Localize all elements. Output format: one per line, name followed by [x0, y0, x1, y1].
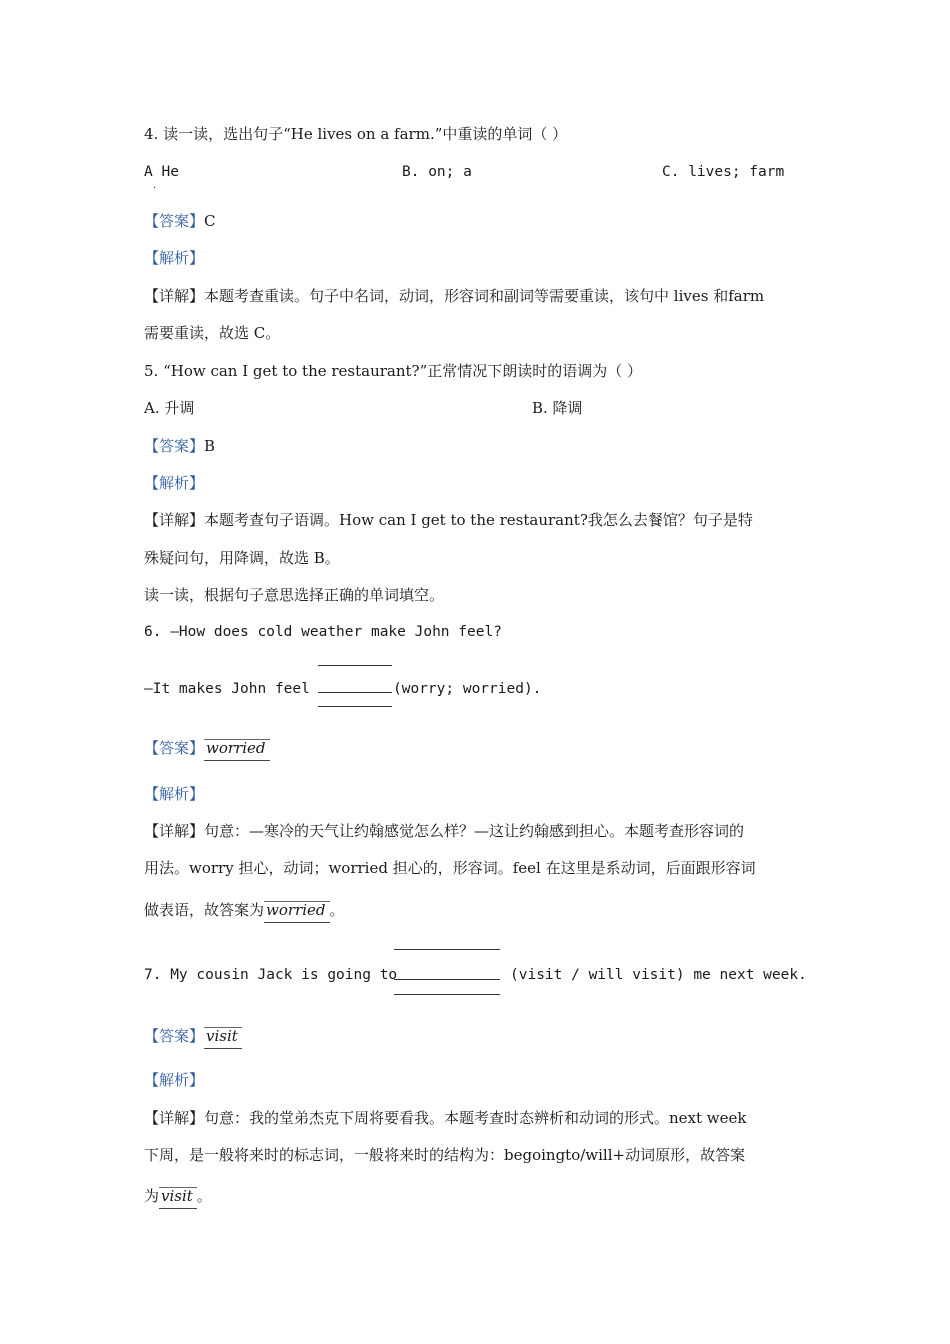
q5-stem: 5. “How can I get to the restaurant?”正常情况下朗读时的语调为（ ）	[144, 362, 643, 380]
detail-text: 句意：我的堂弟杰克下周将要看我。本题考查时态辨析和动词的形式。next week	[204, 1109, 747, 1127]
q7-stem-b: (visit / will visit) me next week.	[510, 967, 807, 983]
q4-analysis-label: 【解析】	[144, 249, 205, 267]
q7-detail-line-3	[144, 1186, 212, 1209]
handwritten-answer: worried	[204, 738, 270, 761]
handwritten-answer: visit	[204, 1026, 242, 1049]
q4-stem: 4. 读一读，选出句子“He lives on a farm.”中重读的单词（ ）	[144, 125, 568, 143]
q6-analysis-label: 【解析】	[144, 785, 205, 803]
q7-blank-bottom	[394, 994, 500, 995]
answer-value: C	[204, 212, 216, 230]
q5-detail-line-2: 殊疑问句，用降调，故选 B。	[144, 549, 340, 567]
q6-detail-line-2: 用法。worry 担心，动词；worried 担心的，形容词。feel 在这里是系动词，后面跟形容词	[144, 859, 756, 877]
detail-end: 。	[329, 901, 345, 919]
answer-label: 【答案】	[144, 1027, 205, 1045]
q4-option-b[interactable]: B. on; a	[402, 164, 472, 180]
q5-detail-line-1	[144, 510, 753, 530]
q6-line2-a: —It makes John feel	[144, 681, 310, 697]
q6-detail-line-1	[144, 821, 744, 841]
detail-text: 为	[144, 1187, 160, 1205]
q5-option-a[interactable]: A. 升调	[144, 399, 195, 417]
detail-text: 句意：—寒冷的天气让约翰感觉怎么样？—这让约翰感到担心。本题考查形容词的	[204, 822, 745, 840]
section-instruction: 读一读，根据句子意思选择正确的单词填空。	[144, 586, 445, 604]
q7-analysis-label: 【解析】	[144, 1071, 205, 1089]
handwritten-answer: worried	[264, 900, 330, 923]
q4-detail-line-1	[144, 286, 764, 306]
q4-detail-line-2: 需要重读，故选 C。	[144, 324, 281, 342]
detail-text: 本题考查句子语调。How can I get to the restaurant?我怎么去餐馆？句子是特	[204, 511, 753, 529]
answer-label: 【答案】	[144, 739, 205, 757]
detail-label: 【详解】	[144, 287, 205, 305]
detail-text: 本题考查重读。句子中名词，动词，形容词和副词等需要重读，该句中 lives 和farm	[204, 287, 765, 305]
q4-dot: ·	[153, 183, 157, 194]
q7-answer	[144, 1026, 242, 1049]
q4-option-a[interactable]: A He	[144, 164, 179, 180]
q7-detail-line-1	[144, 1108, 747, 1128]
q7-blank-input[interactable]	[394, 979, 500, 980]
q7-detail-line-2: 下周，是一般将来时的标志词，一般将来时的结构为：begoingto/will+动词原形，故答案	[144, 1146, 746, 1164]
detail-text: 做表语，故答案为	[144, 901, 265, 919]
detail-end: 。	[196, 1187, 212, 1205]
q6-detail-line-3	[144, 900, 345, 923]
q5-analysis-label: 【解析】	[144, 474, 205, 492]
q5-answer	[144, 436, 215, 456]
detail-label: 【详解】	[144, 822, 205, 840]
q6-answer	[144, 738, 270, 761]
answer-label: 【答案】	[144, 437, 205, 455]
q6-stem: 6. —How does cold weather make John feel?	[144, 624, 502, 640]
detail-label: 【详解】	[144, 511, 205, 529]
q7-blank-top	[394, 949, 500, 950]
q7-stem-a: 7. My cousin Jack is going to	[144, 967, 398, 983]
q6-blank-bottom	[318, 706, 392, 707]
answer-label: 【答案】	[144, 212, 205, 230]
q6-blank-input[interactable]	[318, 692, 392, 693]
q6-line2-b: (worry; worried).	[393, 681, 542, 697]
handwritten-answer: visit	[159, 1186, 197, 1209]
detail-label: 【详解】	[144, 1109, 205, 1127]
q6-blank-top	[318, 665, 392, 666]
q5-option-b[interactable]: B. 降调	[532, 399, 583, 417]
answer-value: B	[204, 437, 216, 455]
q4-option-c[interactable]: C. lives; farm	[662, 164, 785, 180]
q4-answer	[144, 211, 216, 231]
